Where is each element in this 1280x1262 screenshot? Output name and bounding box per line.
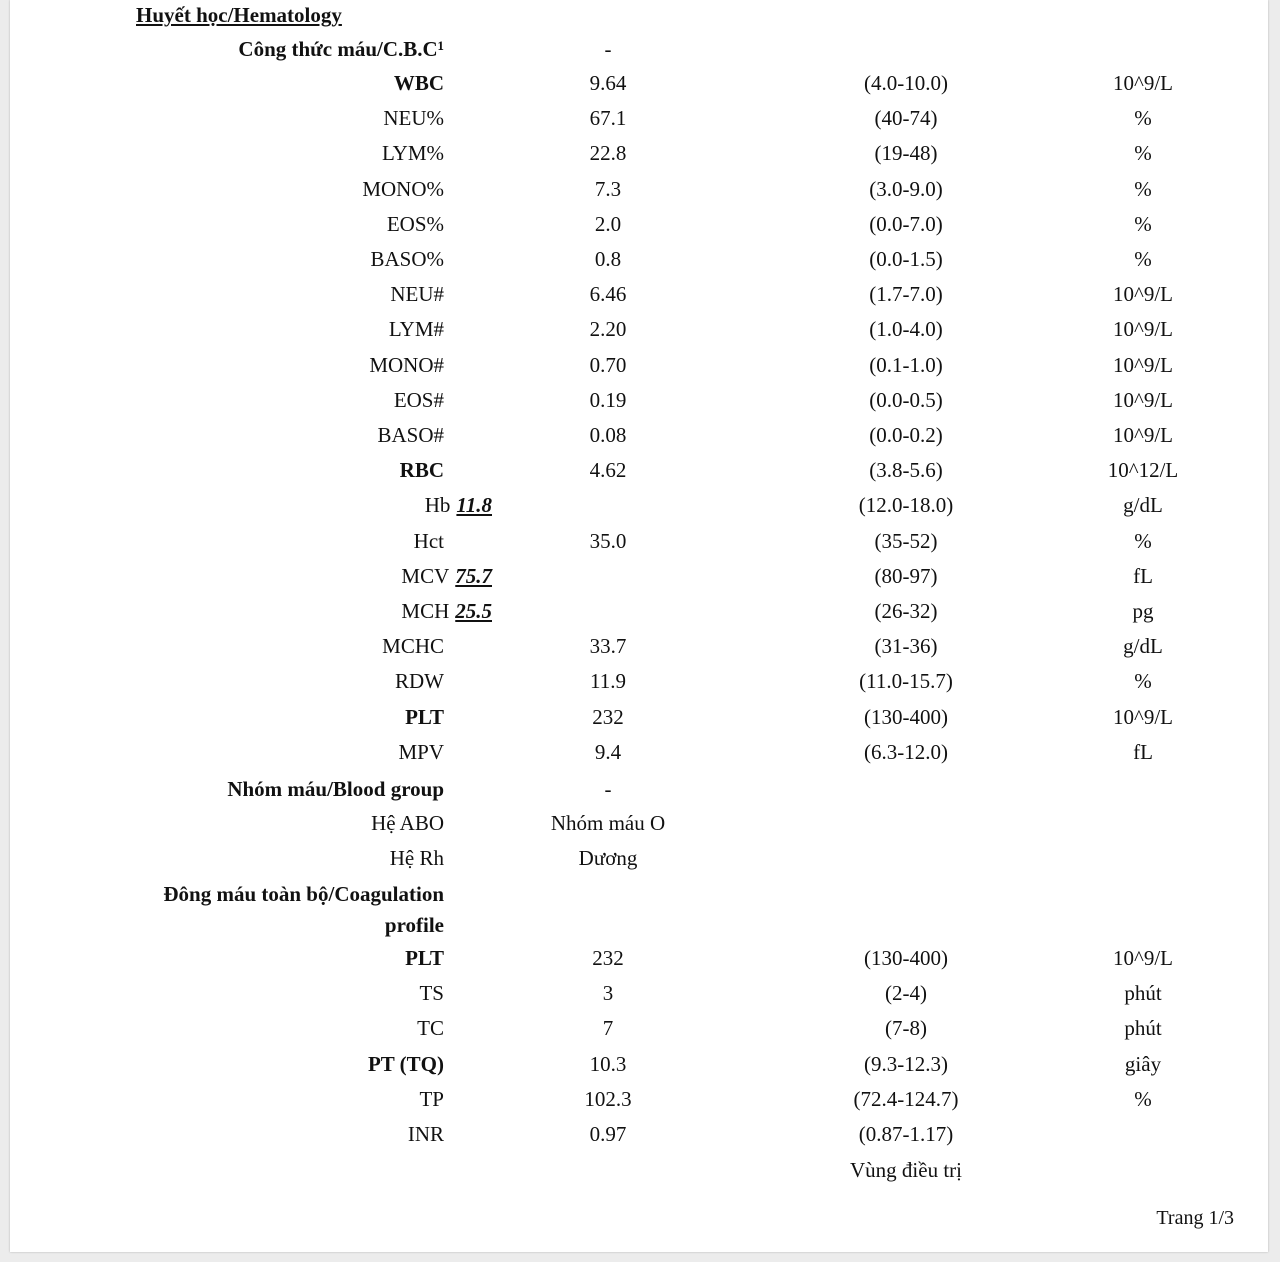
section-title: Huyết học/Hematology (136, 3, 342, 27)
cbc-test-name: PLT (405, 704, 444, 729)
cbc-test-name: BASO% (370, 247, 444, 271)
cbc-test-name: MONO# (369, 352, 444, 377)
coagulation-row-label (408, 1121, 444, 1147)
cbc-test-name: EOS# (393, 387, 444, 412)
cbc-row-label (395, 668, 444, 694)
cbc-heading: Công thức máu/C.B.C¹ (238, 37, 444, 61)
cbc-test-name: BASO# (377, 423, 444, 447)
cbc-test-name: MCV (401, 563, 450, 588)
blood-group-test-name: Hệ ABO (371, 811, 444, 835)
cbc-test-name: MCH (401, 599, 450, 623)
cbc-row-label (382, 633, 444, 659)
cbc-row-label (377, 422, 444, 448)
cbc-abnormal-value: 25.5 (455, 599, 492, 623)
cbc-test-name: NEU% (383, 106, 444, 131)
cbc-row-label (401, 598, 492, 624)
cbc-test-name: MPV (398, 739, 444, 764)
blood-group-heading: Nhóm máu/Blood group (227, 777, 444, 801)
cbc-test-name: Hct (413, 528, 444, 553)
cbc-row-label (394, 387, 444, 413)
cbc-test-name: EOS% (386, 211, 444, 236)
cbc-test-name: LYM% (381, 141, 444, 166)
coagulation-test-name: PT (TQ) (367, 1051, 444, 1076)
coagulation-row-label (419, 1086, 444, 1112)
cbc-abnormal-value: 11.8 (456, 493, 492, 518)
cbc-row-label (425, 492, 492, 518)
cbc-row-label (362, 176, 444, 202)
blood-group-test-name: Hệ Rh (389, 846, 444, 870)
cbc-row-label (390, 281, 444, 307)
coagulation-row-label (419, 980, 444, 1006)
cbc-abnormal-value: 75.7 (455, 563, 492, 588)
cbc-test-name: WBC (393, 71, 444, 95)
cbc-row-label (382, 140, 444, 166)
cbc-test-name: NEU# (390, 282, 444, 307)
cbc-test-name: RBC (399, 458, 444, 483)
page-number: Trang 1/3 (1156, 1207, 1234, 1229)
cbc-row-label (401, 563, 492, 589)
report-page: Huyết học/Hematology Công thức máu/C.B.C¹ - WBC 9.64 (4.0-10.0) 10^9/L NEU% 67.1 (40-74) % LYM% 22.8 (19-48) % MONO% 7.3 (3.0-9.0) % EOS% 2.0 (0.0-7.0) % BASO% 0.8 (0.0-1.5) % NEU# 6.46 (1.7-7.0) 10^9/L LYM# 2.20 (1.0-4.0) 10^9/L MONO# 0.70 (0.1-1.0) 10^9/L EOS# 0.19 (0.0-0.5) 10^9/L BASO# 0.08 (0.0-0.2) 10^9/L RBC 4.62 (3.8-5.6) 10^12/L Hb 11.8 (12.0-18.0) g/dL Hct 35.0 (35-52) % MCV 75.7 (80-97) fL MCH 25.5 (26-32) pg MCHC 33.7 (31-36) g/dL RDW 11.9 (11.0-15.7) % PLT 232 (130-400) 10^9/L MPV 9.4 (6.3-12.0) fL Nhóm máu/Blood group - Hệ ABO Nhóm máu O Hệ Rh Dương Đông máu toàn bộ/Coagulation profile PLT 232 (130-400) 10^9/L TS 3 (2-4) phút TC 7 (7-8) phút PT (TQ) 10.3 (9.3-12.3) giây TP 102.3 (72.4-124.7) % INR 0.97 (0.87-1.17) Vùng điều trị Trang 1/3 (10, 0, 1268, 1252)
coagulation-test-name: INR (407, 1122, 444, 1146)
coagulation-test-name: TS (419, 981, 444, 1006)
cbc-test-name: MCHC (382, 634, 444, 659)
cbc-test-name: LYM# (388, 317, 444, 342)
cbc-row-label (387, 211, 444, 237)
cbc-row-label (400, 457, 444, 483)
coagulation-test-name: TC (417, 1016, 444, 1041)
blood-group-row-label (371, 810, 444, 836)
cbc-row-label (414, 528, 444, 554)
cbc-row-label (370, 246, 444, 272)
cbc-row-label (394, 70, 444, 96)
cbc-row-label (389, 316, 444, 342)
coagulation-row-label (417, 1015, 444, 1041)
cbc-row-label (405, 704, 444, 730)
coagulation-row-label (368, 1051, 444, 1077)
cbc-test-name: Hb (424, 493, 451, 518)
cbc-row-label (369, 352, 444, 378)
coagulation-heading-line2: profile (384, 913, 444, 937)
cbc-row-label (398, 739, 444, 765)
cbc-row-label (383, 105, 444, 131)
blood-group-row-label (390, 845, 444, 871)
coagulation-test-name: TP (419, 1086, 444, 1111)
coagulation-heading-line1: Đông máu toàn bộ/Coagulation (163, 882, 444, 906)
coagulation-test-name: PLT (405, 946, 444, 970)
coagulation-row-label (405, 945, 444, 971)
cbc-test-name: MONO% (362, 176, 444, 201)
cbc-test-name: RDW (395, 669, 444, 694)
